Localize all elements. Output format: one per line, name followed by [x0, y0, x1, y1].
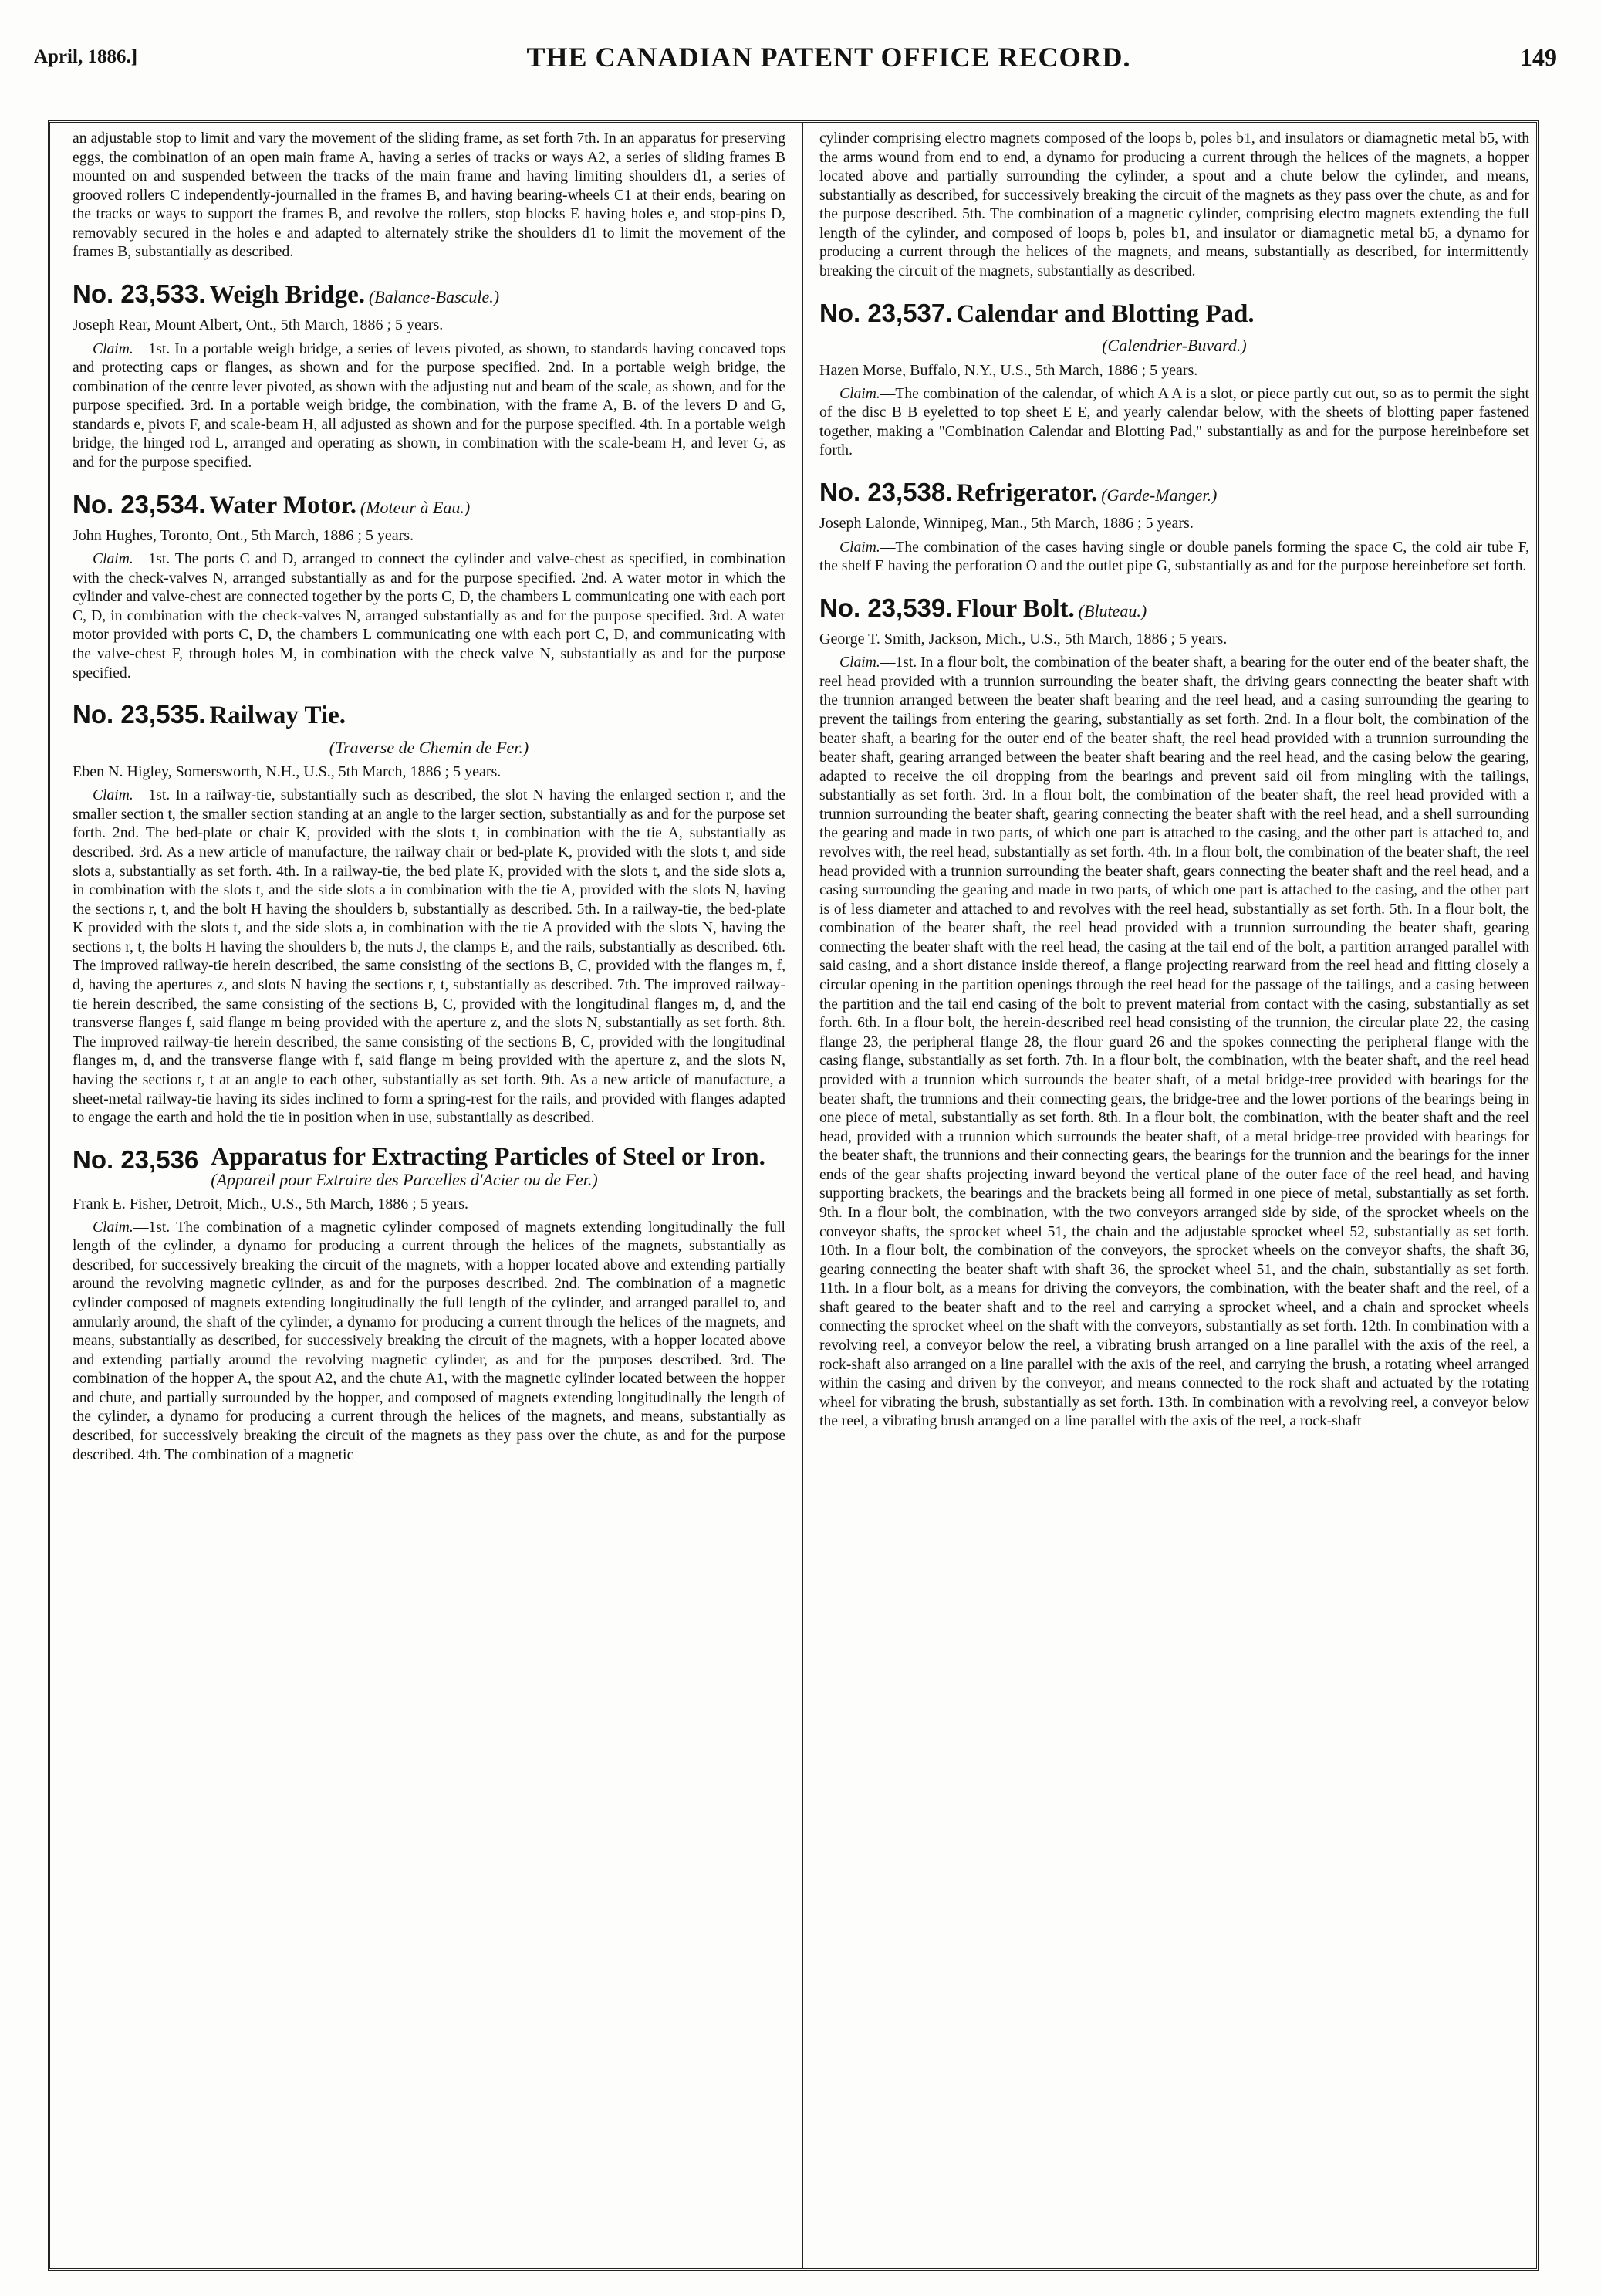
claim-label: Claim. [839, 385, 880, 402]
patent-french-title: (Traverse de Chemin de Fer.) [329, 737, 529, 757]
patent-french-title: (Moteur à Eau.) [360, 497, 471, 517]
claim-label: Claim. [93, 340, 133, 357]
continued-claim-text: an adjustable stop to limit and vary the movement of the sliding frame, as set forth 7th. In an apparatus for preserving eggs, the combination of an open main frame A, having a series of tracks or ways A2, a series of sliding frames B mounted on and suspended between the tracks of the main frame and having limiting shoulders d1, a series of grooved rollers C independently-journalled in the frames B, and having bearing-wheels C1 at their ends, bearing on the tracks or ways to support the frames B, and revolve the rollers, stop blocks E having holes e, and stop-pins D, removably secured in the holes e and adapted to alternately strike the shoulders d1 to limit the movement of the frames B, substantially as described. [73, 130, 785, 261]
publication-title: THE CANADIAN PATENT OFFICE RECORD. [526, 42, 1131, 73]
patent-claim [73, 340, 785, 473]
patent-french-title: (Bluteau.) [1078, 600, 1147, 620]
patent-entry-heading [819, 476, 1529, 509]
patent-entry-heading [73, 1144, 785, 1190]
patent-french-title: (Balance-Bascule.) [368, 287, 500, 307]
patent-number: No. 23,538. [819, 478, 953, 507]
patent-entry-heading [73, 278, 785, 311]
patent-entry-heading [819, 592, 1529, 625]
patent-number: No. 23,537. [819, 298, 953, 327]
claim-text: —1st. In a portable weigh bridge, a series of levers pivoted, as shown, to standards having concaved tops and protecting caps or flanges, as shown and for the purpose specified. 2nd. In a portable weigh bridge, the combination of the centre lever pivoted, as shown with the adjusting nut and beam of the scale, as shown, and for the purpose specified. 3rd. In a portable weigh bridge, the combination, with the frame A, B. of the levers D and G, standards e, pivots F, and scale-beam H, all adjusted as shown and for the purpose specified. 4th. In a portable weigh bridge, the hinged rod L, arranged and operating as shown, in combination with the scale-beam H, and lever G, as and for the purpose specified. [73, 340, 785, 472]
patent-title: Railway Tie. [209, 702, 346, 730]
right-column [819, 130, 1529, 2260]
claim-label: Claim. [93, 1219, 133, 1236]
patent-french-title: (Appareil pour Extraire des Parcelles d'Acier ou de Fer.) [211, 1170, 598, 1190]
patent-applicant: Frank E. Fisher, Detroit, Mich., U.S., 5th March, 1886 ; 5 years. [73, 1195, 469, 1212]
claim-text: —The combination of the calendar, of which A A is a slot, or piece partly cut out, so as to permit the sight of the disc B B eyeletted to top sheet E E, and yearly calendar below, with the sheets of blotting paper fastened together, making a "Combination Calendar and Blotting Pad," substantially as and for the purpose hereinbefore set forth. [819, 385, 1529, 459]
patent-title: Water Motor. [209, 491, 356, 519]
claim-label: Claim. [839, 539, 880, 556]
patent-title: Refrigerator. [956, 479, 1098, 508]
patent-applicant: Joseph Lalonde, Winnipeg, Man., 5th March, 1886 ; 5 years. [819, 515, 1194, 533]
patent-title-stack [211, 1144, 785, 1190]
patent-applicant: Hazen Morse, Buffalo, N.Y., U.S., 5th March, 1886 ; 5 years. [819, 361, 1198, 379]
patent-claim [73, 550, 785, 683]
patent-applicant: George T. Smith, Jackson, Mich., U.S., 5th March, 1886 ; 5 years. [819, 631, 1228, 648]
continued-claim-text: cylinder comprising electro magnets composed of the loops b, poles b1, and insulators or diamagnetic metal b5, with the arms wound from end to end, a dynamo for producing a current through the helices of the magnets, a hopper located above and partially surrounding the cylinder, a spout and a chute below the cylinder, and means, substantially as described, for successively breaking the circuit of the magnets as they pass over the chute, as and for the purpose described. 5th. The combination of a magnetic cylinder, comprising electro magnets extending the full length of the cylinder, and composed of loops b, poles b1, and insulator or diamagnetic metal b5, a dynamo for producing a current through the helices of the magnets, and means, substantially as described, for intermittently breaking the circuit of the magnets, substantially as described. [819, 130, 1529, 280]
patent-claim [819, 654, 1529, 1432]
claim-text: —The combination of the cases having single or double panels forming the space C, the cold air tube F, the shelf E having the perforation O and the outlet pipe G, substantially as and for the purpose hereinbefore set forth. [819, 539, 1529, 575]
patent-entry-heading [73, 489, 785, 522]
patent-claim [73, 1219, 785, 1466]
patent-applicant: Eben N. Higley, Somersworth, N.H., U.S., 5th March, 1886 ; 5 years. [73, 763, 502, 781]
claim-label: Claim. [93, 787, 133, 804]
patent-title: Apparatus for Extracting Particles of Steel or Iron. [211, 1142, 765, 1171]
patent-number: No. 23,536 [73, 1145, 199, 1174]
patent-number: No. 23,534. [73, 489, 206, 519]
patent-entry-heading [73, 698, 785, 732]
patent-number: No. 23,535. [73, 700, 206, 729]
claim-text: —1st. The ports C and D, arranged to connect the cylinder and valve-chest as specified, in combination with the check-valves N, arranged substantially as and for the purpose specified. 2nd. A water motor in which the cylinder and valve-chest are connected together by the ports C, D, the chambers L communicating one with each port C, D, in combination with the check-valves N, arranged substantially as and for the purpose specified. 3rd. A water motor provided with ports C, D, the chambers L communicating one with each port C, D, and communicating with the valve-chest F, through holes M, in combination with the check valve N, substantially as and for the purpose specified. [73, 551, 785, 681]
patent-title: Calendar and Blotting Pad. [956, 299, 1255, 328]
column-divider [802, 122, 803, 2269]
patent-title: Weigh Bridge. [209, 281, 366, 309]
patent-applicant: John Hughes, Toronto, Ont., 5th March, 1886 ; 5 years. [73, 527, 414, 544]
patent-claim [819, 385, 1529, 461]
patent-french-title: (Garde-Manger.) [1101, 485, 1218, 506]
claim-label: Claim. [839, 654, 880, 671]
patent-number: No. 23,539. [819, 593, 953, 622]
claim-text: —1st. The combination of a magnetic cylinder composed of magnets extending longitudinally the full length of the cylinder, a dynamo for producing a current through the helices of the magnets, substantially as described, for successively breaking the circuit of the magnets, with a hopper located above and extending partially around the revolving magnetic cylinder, as and for the purposes described. 2nd. The combination of a magnetic cylinder composed of magnets extending longitudinally the full length of the cylinder, and arranged parallel to, and annularly around, the shaft of the cylinder, a dynamo for producing a current through the helices of the magnets, and means, substantially as described, for successively breaking the circuit of the magnets, with a hopper located above and extending partially around the revolving magnetic cylinder, as and for the purposes described. 3rd. The combination of the hopper A, the spout A2, and the chute A1, with the magnetic cylinder located between the hopper and chute, and partially surrounded by the hopper, and composed of magnets extending longitudinally the length of the cylinder, a dynamo for producing a current through the helices of the magnets, and means, substantially as described, for successively breaking the circuit of the magnets as they pass over the chute, as and for the purpose described. 4th. The combination of a magnetic [73, 1219, 785, 1463]
patent-french-title: (Calendrier-Buvard.) [1102, 336, 1247, 356]
claim-text: —1st. In a flour bolt, the combination of the beater shaft, a bearing for the outer end of the beater shaft, the reel head provided with a trunnion surrounding the beater shaft, the driving gears connecting the beater shaft with the trunnion arranged between the beater shaft bearing and the reel head, and a casing surrounding the gearing to prevent the tailings from entering the gearing, substantially as set forth. 2nd. In a flour bolt, the combination of the beater shaft, a bearing for the outer end of the beater shaft, the reel head provided with a trunnion surrounding the beater shaft, gearing arranged between the beater shaft bearing and the reel head, and the casing below the gearing, adapted to receive the oil dropping from the bearings and prevent said oil from mingling with the tailings, substantially as set forth. 3rd. In a flour bolt, the combination of the beater shaft, the reel head provided with a trunnion surrounding the beater shaft, gearing connecting the beater shaft with the reel head, and a shell surrounding the gearing and made in two parts, of which one part is attached to the casing, and the other part is attached to, and revolves with, the reel head, substantially as set forth. 4th. In a flour bolt, the combination of the beater shaft, the reel head provided with a trunnion surrounding the beater shaft, gears connecting the beater shaft and the reel head, and a casing surrounding the gearing and made in two parts, of which one part is attached to the casing, and the other part is of less diameter and attached to and revolves with the reel head, substantially as set forth. 5th. In a flour bolt, the combination of the beater shaft, the reel head provided with a trunnion surrounding the beater shaft, gearing connecting the beater shaft with the reel head, the casing at the tail end of the bolt, a partition arranged parallel with said casing, and a short distance inside thereof, a flange projecting rearward from the reel head and fitting closely a circular opening in the partition openings through the reel head for the passage of the tailings, and a casing between the partition and the tail end casing of the bolt to prevent material from contact with the casing, substantially as set forth. 6th. In a flour bolt, the herein-described reel head consisting of the trunnion, the circular plate 22, the casing flange 23, the peripheral flange 28, the flour guard 26 and the spokes connecting the peripheral flange with the casing flange, substantially as set forth. 7th. In a flour bolt, the combination, with the beater shaft, and the reel head provided with a trunnion which surrounds the beater shaft, of a metal bridge-tree provided with bearings for the beater shaft, the trunnions and their connecting gears, the bridge-tree and the lower portions of the bearings being in one piece of metal, substantially as set forth. 8th. In a flour bolt, the combination, with the beater shaft and the reel head, provided with a trunnion which surrounds the beater shaft, of a metal bridge-tree provided with bearings for the beater shaft, the trunnions and their connecting gears, the bearings for the trunnion and the bearings for the inner ends of the gear shafts projecting inward beyond the vertical plane of the outer face of the reel head, and having supporting brackets, the bearings and the brackets being all formed in one piece of metal, substantially as set forth. 9th. In a flour bolt, the combination, with the two conveyors arranged side by side, of the sprocket wheels on the conveyor shafts, the sprocket wheel 51, the chain and the adjustable sprocket wheel 52, substantially as set forth. 10th. In a flour bolt, the combination of the conveyors, the sprocket wheels on the conveyor shafts, the shaft 36, gearing connecting the beater shaft with shaft 36, the sprocket wheel 51, and the chain, substantially as set forth. 11th. In a flour bolt, as a means for driving the conveyors, the combination, with the beater shaft and the reel, of a shaft geared to the beater shaft and to the reel and carrying a sprocket wheel, and a chain and sprocket wheels connecting the sprocket wheel on the shaft with the conveyors, substantially as set forth. 12th. In combination with a revolving reel, a conveyor below the reel, a vibrating brush arranged on a line parallel with the axis of the reel, a rock-shaft also arranged on a line parallel with the axis of the reel, and carrying the brush, a rotating wheel arranged within the casing and driven by the conveyor, and means connected to the rock shaft and actuated by the rotating wheel for vibrating the brush, substantially as set forth. 13th. In combination with a revolving reel, a conveyor below the reel, a vibrating brush arranged on a line parallel with the axis of the reel, a rock-shaft [819, 654, 1529, 1430]
claim-text: —1st. In a railway-tie, substantially such as described, the slot N having the enlarged section r, and the smaller section t, the smaller section standing at an angle to the larger section, substantially as and for the purpose set forth. 2nd. The bed-plate or chair K, provided with the slots t, in combination with the tie A, substantially as described. 3rd. As a new article of manufacture, the railway chair or bed-plate K, provided with the slots t, and side slots a, substantially as set forth. 4th. In a railway-tie, the bed plate K, provided with the slots t, and the side slots a, in combination with the slots t, and the side slots a in combination with the tie A, provided with the slots N, having the sections r, t, and the bolt H having the shoulders b, substantially as described. 5th. In a railway-tie, the bed-plate K provided with the slots t, and the side slots a, in combination with the tie A provided with the slots N, having the sections r, t, the bolts H having the shoulders b, the nuts J, the clamps E, and the rails, substantially as described. 6th. The improved railway-tie herein described, the same consisting of the sections B, C, provided with the flanges m, f, d, having the apertures z, and slots N having the sections r, t, substantially as described. 7th. The improved railway-tie herein described, the same consisting of the sections B, C, provided with the longitudinal flanges m, d, and the transverse flanges f, said flange m being provided with the aperture z, and the slots N, substantially as set forth. 8th. The improved railway-tie herein described, the same consisting of the sections B, C, provided with the longitudinal flanges m, d, and the transverse flange with f, said flange m being provided with the aperture z, and the slots N, having the sections r, t at an angle to each other, substantially as set forth. 9th. As a new article of manufacture, a sheet-metal railway-tie having its sides inclined to form a spring-rest for the rails, and provided with flanges adapted to engage the earth and hold the tie in position when in use, substantially as described. [73, 787, 785, 1127]
patent-applicant: Joseph Rear, Mount Albert, Ont., 5th March, 1886 ; 5 years. [73, 316, 444, 334]
patent-number: No. 23,533. [73, 279, 206, 309]
page-number: 149 [1520, 42, 1557, 71]
page-header [34, 26, 1557, 88]
issue-date: April, 1886.] [34, 46, 138, 67]
patent-title: Flour Bolt. [956, 594, 1075, 623]
left-column [73, 130, 785, 2260]
patent-entry-heading [819, 297, 1529, 330]
patent-claim [819, 539, 1529, 577]
patent-claim [73, 786, 785, 1128]
claim-label: Claim. [93, 551, 133, 568]
